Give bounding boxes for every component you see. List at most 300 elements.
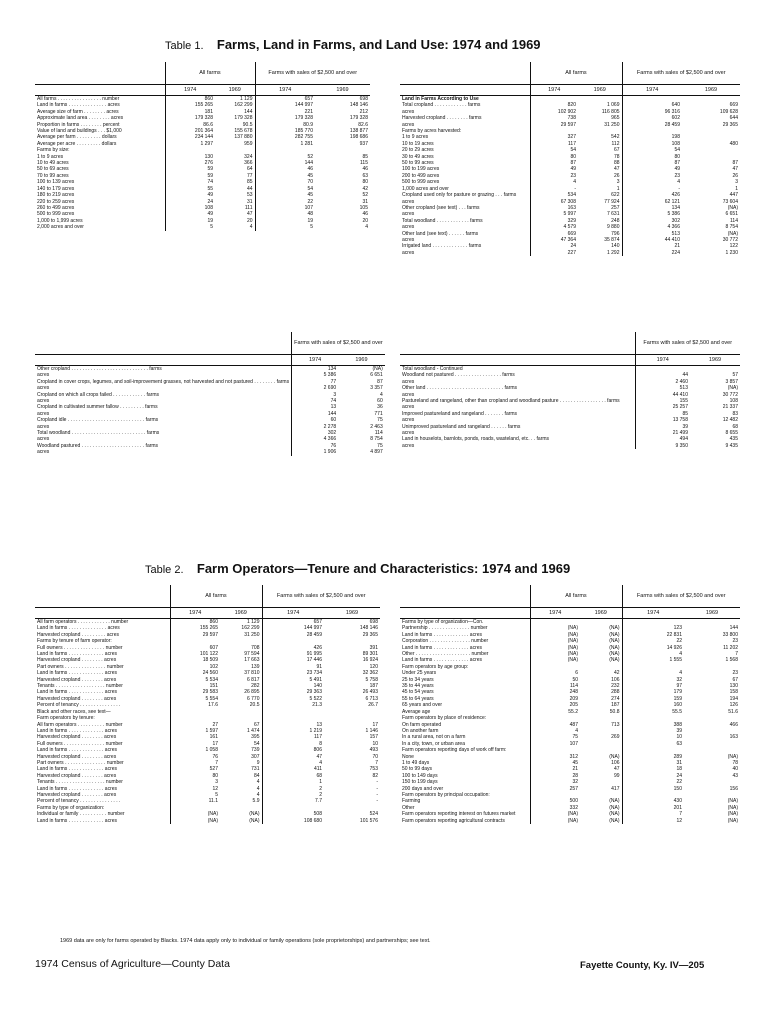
row-label: Land in farms . . . . . . . . . . . . . acres	[37, 727, 118, 734]
cell-value: 1 069	[606, 102, 620, 109]
cell-value: 22	[622, 638, 684, 644]
cell-value: 126	[729, 702, 738, 709]
row-label: acres	[402, 249, 415, 256]
cell-value: 24	[165, 199, 215, 205]
row-label: None	[402, 753, 414, 760]
cell-value: 17 663	[244, 657, 260, 664]
row-label: In a rural area, not on a farm	[402, 734, 466, 741]
cell-value: 1 129	[246, 619, 260, 625]
cell-value: 63	[622, 741, 684, 747]
cell-value: 1 297	[165, 141, 215, 147]
row-label: Average per farm . . . . . . . . . dollars	[37, 134, 117, 141]
cell-value: 276	[165, 160, 215, 166]
year-row	[400, 608, 740, 619]
cell-value: 55.2	[530, 709, 580, 715]
cell-value: (NA)	[727, 385, 738, 392]
row-label: Cropland used only for pasture or grazing . . . farms	[402, 192, 517, 199]
row-label: Tenants . . . . . . . . . . . . . . . . . . number	[37, 683, 123, 690]
cell-value: 55	[165, 186, 215, 192]
cell-value: 3	[735, 179, 738, 186]
year-row	[35, 355, 385, 366]
cell-value: (NA)	[530, 638, 580, 644]
row-label: Other land (see text) . . . . . . farms	[402, 230, 479, 237]
cell-value: 75	[377, 417, 383, 424]
col-all-farms: All farms	[530, 585, 622, 608]
col-sales: Farms with sales of $2,500 and over	[622, 62, 740, 85]
row-label: acres	[37, 423, 50, 430]
cell-value: 5	[255, 224, 315, 230]
cell-value: 11 202	[723, 644, 738, 651]
cell-value: 155	[635, 398, 690, 404]
cell-value: 24	[530, 243, 578, 249]
table2-title	[145, 560, 570, 578]
cell-value: 302	[622, 218, 682, 224]
cell-value: 288	[611, 689, 620, 696]
cell-value: 53	[246, 192, 253, 199]
table-row	[400, 443, 740, 449]
cell-value: (NA)	[609, 798, 620, 805]
cell-value: 435	[729, 436, 738, 443]
cell-value: 669	[729, 102, 738, 109]
cell-value: (NA)	[530, 645, 580, 651]
cell-value: 45	[530, 760, 580, 766]
cell-value: 698	[359, 96, 368, 102]
row-label: Individual or family . . . . . . . . . . number	[37, 811, 125, 818]
cell-value: 10	[622, 734, 684, 740]
row-label: Land in farms . . . . . . . . . . . . . . acres	[37, 102, 120, 109]
row-label: Proportion in farms . . . . . . . . percent	[37, 121, 120, 128]
cell-value: 161	[170, 734, 220, 740]
cell-value: 4 366	[622, 224, 682, 230]
cell-value: 23	[732, 638, 738, 645]
cell-value: 411	[262, 766, 324, 772]
cell-value: 102	[170, 664, 220, 670]
cell-value: 12	[170, 786, 220, 792]
cell-value: 108	[622, 141, 682, 147]
table2-footnote: 1969 data are only for farms operated by Blacks. 1974 data apply only to individual or family operations (sole proprietorships) and partnerships; see text.	[60, 938, 431, 944]
table2-label: Table 2.	[145, 564, 184, 576]
cell-value: 97 594	[244, 651, 260, 658]
cell-value: 20	[362, 217, 368, 224]
cell-value: 198	[622, 134, 682, 140]
cell-value: 49	[530, 166, 578, 172]
cell-value: 54	[530, 147, 578, 153]
cell-value: 185 770	[255, 128, 315, 134]
cell-value: 85	[246, 179, 253, 186]
cell-value: 5 554	[170, 696, 220, 702]
cell-value: 68	[732, 423, 738, 430]
row-label: Land in farms . . . . . . . . . . . . . acres	[37, 689, 118, 696]
cell-value: (NA)	[727, 804, 738, 811]
cell-value: 1 474	[246, 727, 260, 734]
cell-value: 51.6	[728, 708, 738, 715]
row-label: Woodland pastured . . . . . . . . . . . . . . . . . . . . . . . farms	[37, 442, 159, 449]
row-label: Land in farms . . . . . . . . . . . . . acres	[37, 817, 118, 824]
cell-value: 102 902	[530, 109, 578, 115]
cell-value: 657	[262, 619, 324, 626]
cell-value: 44	[635, 372, 690, 378]
cell-value: 307	[251, 753, 260, 760]
row-label: Farming	[402, 798, 421, 805]
row-label: acres	[37, 372, 50, 379]
cell-value: 487	[530, 722, 580, 728]
cell-value: 111	[244, 204, 253, 211]
cell-value: 117	[262, 734, 324, 740]
cell-value: 29 597	[170, 632, 220, 638]
year-1974: 1974	[635, 355, 690, 366]
cell-value: 1 281	[255, 141, 315, 147]
row-label: 70 to 99 acres	[37, 172, 69, 179]
cell-value: 77	[246, 172, 253, 179]
row-label: acres	[402, 417, 415, 424]
cell-value: 388	[622, 722, 684, 728]
row-label: 1,000 acres and over	[402, 185, 449, 192]
cell-value: 30 772	[722, 391, 738, 398]
cell-value: 426	[622, 192, 682, 198]
cell-value: 796	[611, 230, 620, 237]
cell-value: 36	[377, 404, 383, 411]
table-row	[400, 619, 740, 626]
year-1974: 1974	[165, 85, 215, 96]
cell-value: 391	[369, 644, 378, 651]
cell-value: 753	[369, 766, 378, 773]
cell-value: (NA)	[530, 811, 580, 817]
cell-value: 39	[635, 424, 690, 430]
table-row	[400, 250, 740, 256]
cell-value: 1 906	[292, 449, 339, 455]
cell-value: 513	[622, 231, 682, 237]
year-1969: 1969	[338, 355, 385, 366]
year-1969: 1969	[682, 85, 740, 96]
row-label: 500 to 999 acres	[402, 179, 440, 186]
cell-value: 17 446	[262, 657, 324, 663]
cell-value: 60	[377, 398, 383, 405]
cell-value: 67	[732, 676, 738, 683]
cell-value: 26	[613, 172, 620, 179]
cell-value: 107	[530, 741, 580, 747]
cell-value: 9 350	[635, 443, 690, 449]
cell-value: 234 144	[165, 134, 215, 140]
year-row	[35, 85, 370, 96]
cell-value: 4	[256, 785, 260, 792]
cell-value: 205	[530, 702, 580, 708]
year-1974: 1974	[262, 608, 324, 619]
row-label: All farms . . . . . . . . . . . . . . . . number	[37, 96, 120, 102]
table1-label: Table 1.	[165, 40, 204, 52]
cell-value: 12	[622, 818, 684, 824]
row-label: Total woodland . . . . . . . . . . . . farms	[402, 217, 483, 224]
table-row	[400, 366, 740, 373]
cell-value: 17	[170, 741, 220, 747]
cell-value: 201 364	[165, 128, 215, 134]
row-label: acres	[402, 404, 415, 411]
cell-value: 50	[530, 677, 580, 683]
row-label: Harvested cropland . . . . . . . . acres	[37, 772, 117, 779]
row-label: Farms by type of organization—Con.	[402, 619, 484, 625]
cell-value: 20.5	[249, 702, 260, 709]
year-1974: 1974	[255, 85, 315, 96]
row-label: Other cropland . . . . . . . . . . . . . . . . . . . . . . . . . . . . farms	[37, 366, 162, 372]
year-1969: 1969	[220, 608, 262, 619]
row-label: Cropland in cover crops, legumes, and soil-improvement grasses, not harvested and not pastured . . . . . . . . farms	[37, 378, 290, 385]
row-label: 200 to 499 acres	[402, 172, 440, 179]
cell-value: 144	[244, 108, 253, 115]
cell-value: 6 651	[370, 372, 383, 379]
cell-value: 33 800	[722, 631, 738, 638]
cell-value: 50.8	[609, 708, 620, 715]
col-sales: Farms with sales of $2,500 and over	[262, 585, 380, 608]
cell-value: 5 522	[262, 696, 324, 702]
year-1969: 1969	[684, 608, 740, 619]
cell-value: 179 328	[165, 115, 215, 121]
cell-value: 1 058	[170, 747, 220, 753]
cell-value: -	[376, 798, 378, 805]
cell-value: 144	[729, 625, 738, 632]
cell-value: 160	[622, 702, 684, 708]
cell-value: 1	[616, 185, 620, 192]
cell-value: 155 265	[165, 102, 215, 108]
row-label: All farm operators . . . . . . . . . . number	[37, 721, 123, 728]
row-label: All farm operators . . . . . . . . . . . . number	[37, 619, 129, 625]
row-label: Cropland on which all crops failed . . . . . . . . . . . . farms	[37, 391, 159, 398]
table1-heading: Farms, Land in Farms, and Land Use: 1974 and 1969	[216, 37, 541, 52]
row-label: Other land . . . . . . . . . . . . . . . . . . . . . . . . . . . . farms	[402, 385, 518, 392]
cell-value: 221	[255, 109, 315, 115]
cell-value: 5	[170, 792, 220, 798]
cell-value: 87	[530, 160, 578, 166]
table2-left	[35, 585, 380, 824]
cell-value: 9 435	[725, 442, 738, 449]
year-1969: 1969	[215, 85, 255, 96]
cell-value: 21	[530, 766, 580, 772]
cell-value: 1 129	[239, 96, 253, 102]
row-label: 25 to 34 years	[402, 676, 434, 683]
row-label: Approximate land area . . . . . . . . acres	[37, 115, 124, 122]
row-label: 65 years and over	[402, 702, 443, 709]
cell-value: 22	[255, 199, 315, 205]
cell-value: 4 897	[370, 449, 383, 456]
cell-value: 5 534	[170, 677, 220, 683]
row-label: Harvested cropland . . . . . . . . farms	[402, 115, 482, 122]
row-label: Land in farms . . . . . . . . . . . . . acres	[37, 766, 118, 773]
cell-value: 137 880	[234, 134, 253, 141]
row-label: 35 to 44 years	[402, 683, 434, 690]
cell-value: 209	[530, 696, 580, 702]
cell-value: 159	[622, 696, 684, 702]
cell-value: (NA)	[530, 657, 580, 663]
cell-value: (NA)	[609, 644, 620, 651]
row-label: Full owners . . . . . . . . . . . . . . . number	[37, 740, 123, 747]
cell-value: 4	[622, 670, 684, 676]
cell-value: 21 499	[635, 430, 690, 436]
row-label: acres	[402, 391, 415, 398]
cell-value: 7	[622, 811, 684, 817]
cell-value: 607	[170, 645, 220, 651]
cell-value: 49	[622, 166, 682, 172]
cell-value: 739	[251, 747, 260, 754]
cell-value: 508	[262, 811, 324, 817]
year-row	[400, 355, 740, 366]
cell-value: 820	[530, 102, 578, 108]
cell-value: 248	[611, 217, 620, 224]
cell-value: 494	[635, 436, 690, 442]
table2-right	[400, 585, 740, 824]
col-sales: Farms with sales of $2,500 and over	[292, 332, 385, 355]
cell-value: 10	[372, 740, 378, 747]
cell-value: 31	[246, 198, 253, 205]
cell-value: 5 997	[530, 211, 578, 217]
row-label: Cropland idle . . . . . . . . . . . . . . . . . . . . . . . . . . . . farms	[37, 417, 159, 424]
cell-value: 29 363	[262, 689, 324, 695]
cell-value: 144	[292, 411, 339, 417]
cell-value: 70	[372, 753, 378, 760]
cell-value: 1 292	[606, 249, 620, 256]
cell-value: 13	[292, 404, 339, 410]
cell-value: 45	[255, 192, 315, 198]
cell-value: 47	[613, 166, 620, 173]
row-label: Other	[402, 804, 415, 811]
cell-value: -	[530, 186, 578, 192]
cell-value: 224	[622, 250, 682, 256]
cell-value: 101 122	[170, 651, 220, 657]
cell-value: 4	[622, 651, 684, 657]
cell-value: 4	[530, 728, 580, 734]
cell-value: 144	[255, 160, 315, 166]
cell-value: -	[376, 791, 378, 798]
cell-value: 114	[374, 430, 383, 437]
cell-value: 80	[362, 179, 368, 186]
cell-value: 47	[246, 211, 253, 218]
cell-value: 713	[611, 721, 620, 728]
row-label: Under 25 years	[402, 670, 437, 677]
row-label: 20 to 29 acres	[402, 147, 434, 154]
cell-value: 130	[165, 154, 215, 160]
row-label: acres	[402, 442, 415, 449]
cell-value: -	[376, 785, 378, 792]
cell-value: 657	[255, 96, 315, 103]
cell-value: 49	[165, 211, 215, 217]
cell-value: 542	[611, 134, 620, 141]
row-label: acres	[402, 108, 415, 115]
cell-value: 27	[170, 722, 220, 728]
cell-value: 289	[622, 754, 684, 760]
cell-value: 187	[611, 702, 620, 709]
col-sales: Farms with sales of $2,500 and over	[622, 585, 740, 608]
cell-value: 640	[622, 102, 682, 108]
row-label: Average age	[402, 708, 431, 715]
cell-value: 302	[292, 430, 339, 436]
cell-value: 47 364	[530, 237, 578, 243]
row-label: Tenants . . . . . . . . . . . . . . . . . . number	[37, 779, 123, 786]
row-label: Farm operators reporting agricultural contracts	[402, 817, 505, 824]
cell-value: 26	[732, 172, 738, 179]
cell-value: 527	[170, 766, 220, 772]
row-label: Land in farms . . . . . . . . . . . . . acres	[402, 644, 483, 651]
cell-value: 80	[170, 773, 220, 779]
cell-value: 500	[530, 798, 580, 804]
table-row	[35, 224, 370, 230]
cell-value: 2 460	[635, 379, 690, 385]
cell-value: 46	[362, 211, 368, 218]
cell-value: 31 250	[604, 121, 620, 128]
cell-value: 4 366	[292, 436, 339, 442]
row-label: Partnership . . . . . . . . . . . . . . . number	[402, 625, 488, 632]
row-label: Harvested cropland . . . . . . . . acres	[37, 676, 117, 683]
cell-value: 46	[362, 166, 368, 173]
header-row	[400, 585, 740, 608]
cell-value: 466	[729, 721, 738, 728]
cell-value: 163	[729, 734, 738, 741]
cell-value: 327	[530, 134, 578, 140]
cell-value: 59	[165, 166, 215, 172]
cell-value: 70	[255, 179, 315, 185]
row-label: Other cropland (see text) . . . farms	[402, 204, 480, 211]
cell-value: 8	[262, 741, 324, 747]
cell-value: 426	[262, 645, 324, 651]
cell-value: 6 770	[246, 695, 260, 702]
cell-value: 480	[729, 140, 738, 147]
cell-value: 108	[165, 205, 215, 211]
cell-value: 17	[372, 721, 378, 728]
col-all-farms: All farms	[170, 585, 262, 608]
cell-value: (NA)	[530, 632, 580, 638]
table1-lower-right	[400, 332, 740, 449]
row-label: Farm operators by age group:	[402, 663, 469, 670]
row-label: 1 to 9 acres	[402, 134, 429, 141]
cell-value: 257	[611, 204, 620, 211]
cell-value: 18	[622, 766, 684, 772]
cell-value: -	[376, 779, 378, 786]
cell-value: 158	[729, 689, 738, 696]
cell-value: 2 278	[292, 424, 339, 430]
cell-value: 82.6	[358, 121, 368, 128]
cell-value: 806	[262, 747, 324, 753]
row-label: Harvested cropland . . . . . . . . acres	[37, 695, 117, 702]
cell-value: 771	[374, 410, 383, 417]
row-label: 200 days and over	[402, 785, 444, 792]
cell-value: 57	[732, 372, 738, 379]
cell-value: 3	[170, 779, 220, 785]
cell-value: 534	[530, 192, 578, 198]
cell-value: 28	[530, 773, 580, 779]
cell-value: 8 655	[725, 430, 738, 437]
cell-value: 76	[292, 443, 339, 449]
cell-value: 4	[379, 391, 383, 398]
cell-value: 32	[530, 779, 580, 785]
row-label: Black and other races, see text—	[37, 708, 111, 715]
row-label: Part owners . . . . . . . . . . . . . . . number	[37, 759, 124, 766]
cell-value: 24 560	[170, 670, 220, 676]
cell-value: 28 459	[622, 122, 682, 128]
cell-value: 67 308	[530, 199, 578, 205]
cell-value: 937	[359, 140, 368, 147]
cell-value: 860	[170, 619, 220, 626]
cell-value	[530, 619, 580, 626]
cell-value: 163	[530, 205, 578, 211]
cell-value: 1 230	[725, 249, 738, 256]
row-label: 260 to 499 acres	[37, 204, 75, 211]
table-row	[35, 818, 380, 824]
row-label: Land in farms . . . . . . . . . . . . . acres	[37, 651, 118, 658]
cell-value: 959	[244, 140, 253, 147]
cell-value: 130	[729, 683, 738, 690]
cell-value: 67	[613, 147, 620, 154]
header-row	[35, 332, 385, 355]
cell-value: 4 579	[530, 224, 578, 230]
row-label: Harvested cropland . . . . . . . . acres	[37, 753, 117, 760]
cell-value	[580, 619, 622, 626]
row-label: Unimproved pastureland and rangeland . . . . . . farms	[402, 423, 521, 430]
